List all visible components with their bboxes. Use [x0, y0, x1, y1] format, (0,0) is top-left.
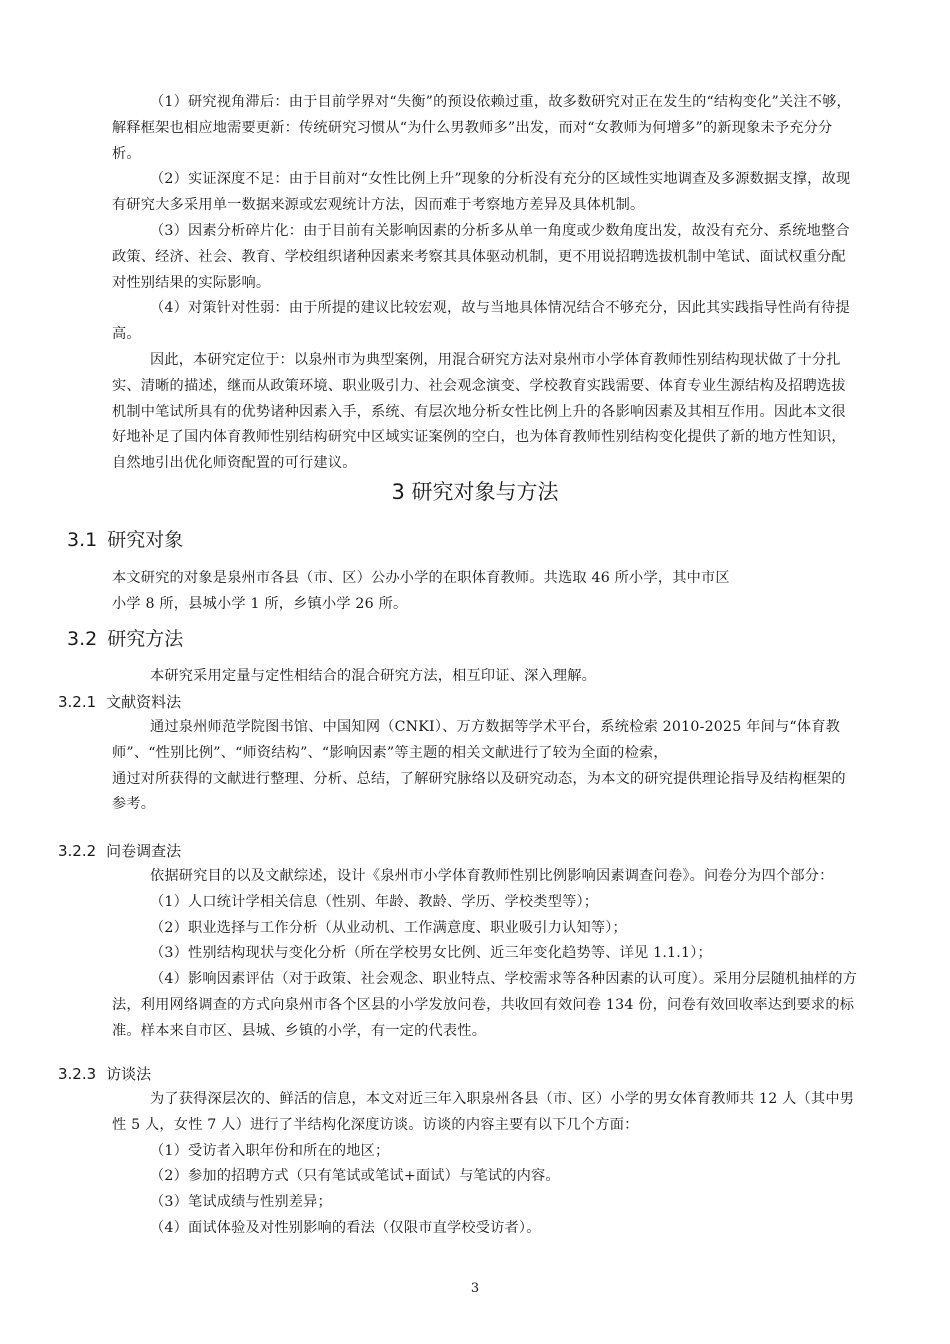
section-3-1-body: [112, 566, 860, 618]
questionnaire-item: （2）职业选择与工作分析（从业动机、工作满意度、职业吸引力认知等）；: [150, 919, 627, 936]
section-3-2-2-title: 问卷调查法: [106, 842, 182, 860]
intro-block: [112, 90, 860, 477]
literature-paragraph-1: 通过泉州师范学院图书馆、中国知网（CNKI）、万方数据等学术平台，系统检索 2010-2025 年间与“体育教师”、“性别比例”、“师资结构”、“影响因素”等主题的相关文献进行了较为全面的检索，: [112, 719, 840, 761]
section-3-2-1-number: 3.2.1: [58, 693, 97, 711]
section-3-2-intro: 本研究采用定量与定性相结合的混合研究方法，相互印证、深入理解。: [150, 668, 597, 684]
section-3-1-line-2: 小学 8 所，县城小学 1 所，乡镇小学 26 所。: [112, 595, 408, 612]
questionnaire-item-4: （4）影响因素评估（对于政策、社会观念、职业特点、学校需求等各种因素的认可度）。采用分层随机抽样的方法，利用网络调查的方式向泉州市各个区县的小学发放问卷，共收回有效问卷 134 份，问卷有效回收率达到要求的标准。样本来自市区、县城、乡镇的小学，有一定的代表性。: [112, 971, 858, 1039]
intro-paragraph-2: （2）实证深度不足：由于目前对“女性比例上升”现象的分析没有充分的区域性实地调查及多源数据支撑，故现有研究大多采用单一数据来源或宏观统计方法，因而难于考察地方差异及具体机制。: [112, 171, 851, 214]
section-3-2-1-body: [112, 715, 860, 818]
interview-item: （4）面试体验及对性别影响的看法（仅限市直学校受访者）。: [150, 1219, 541, 1236]
interview-item: （3）笔试成绩与性别差异；: [150, 1194, 332, 1211]
questionnaire-item: （3）性别结构现状与变化分析（所在学校男女比例、近三年变化趋势等、详见 1.1.1）；: [150, 945, 712, 962]
section-3-2-title: 研究方法: [107, 628, 184, 650]
intro-paragraph-1: （1）研究视角滞后：由于目前学界对“失衡”的预设依赖过重，故多数研究对正在发生的“结构变化”关注不够，解释框架也相应地需要更新：传统研究习惯从“为什么男教师多”出发，而对“女教师为何增多”的新现象未予充分分析。: [112, 94, 851, 162]
intro-paragraph-4: （4）对策针对性弱：由于所提的建议比较宏观，故与当地具体情况结合不够充分，因此其实践指导性尚有待提高。: [112, 300, 850, 343]
interview-item: （2）参加的招聘方式（只有笔试或笔试+面试）与笔试的内容。: [150, 1168, 560, 1185]
questionnaire-intro: 依据研究目的以及文献综述，设计《泉州市小学体育教师性别比例影响因素调查问卷》。问卷分为四个部分：: [150, 868, 834, 884]
section-3-2-1-title: 文献资料法: [106, 693, 182, 711]
section-3-2-number: 3.2: [67, 628, 98, 650]
section-3-2-1-heading: [58, 691, 181, 713]
section-3-1-title: 研究对象: [107, 529, 184, 551]
section-3-1-number: 3.1: [67, 529, 98, 551]
section-3-2-intro-block: [112, 664, 860, 690]
section-3-2-2-body: [112, 864, 860, 1045]
literature-paragraph-2: 通过对所获得的文献进行整理、分析、总结，了解研究脉络以及研究动态，为本文的研究提供理论指导及结构框架的参考。: [112, 770, 846, 813]
section-3-2-3-body: [112, 1087, 860, 1242]
section-3-2-3-number: 3.2.3: [58, 1065, 97, 1083]
section-3-2-3-heading: [58, 1063, 151, 1085]
intro-paragraph-5: 因此，本研究定位于：以泉州市为典型案例，用混合研究方法对泉州市小学体育教师性别结构现状做了十分扎实、清晰的描述，继而从政策环境、职业吸引力、社会观念演变、学校教育实践需要、体育专业生源结构及招聘选拔机制中笔试所具有的优势诸种因素入手，系统、有层次地分析女性比例上升的各影响因素及其相互作用。因此本文很好地补足了国内体育教师性别结构研究中区域实证案例的空白，也为体育教师性别结构变化提供了新的地方性知识，自然地引出优化师资配置的可行建议。: [112, 351, 846, 472]
intro-paragraph-3: （3）因素分析碎片化：由于目前有关影响因素的分析多从单一角度或少数角度出发，故没有充分、系统地整合政策、经济、社会、教育、学校组织诸种因素来考察其具体驱动机制，更不用说招聘选拔机制中笔试、面试权重分配对性别结果的实际影响。: [112, 222, 850, 291]
interview-intro: 为了获得深层次的、鲜活的信息，本文对近三年入职泉州各县（市、区）小学的男女体育教师共 12 人（其中男性 5 人，女性 7 人）进行了半结构化深度访谈。访谈的内容主要有以下几个方面：: [112, 1091, 855, 1133]
interview-item: （1）受访者入职年份和所在的地区；: [150, 1142, 390, 1159]
section-3-2-2-number: 3.2.2: [58, 842, 97, 860]
section-3-heading: 3 研究对象与方法: [391, 480, 559, 504]
section-3-2-3-title: 访谈法: [106, 1065, 152, 1083]
section-3-2-heading: [67, 626, 183, 652]
page-number: 3: [470, 1281, 480, 1296]
section-3-2-2-heading: [58, 840, 181, 862]
section-3-1-line-1: 本文研究的对象是泉州市各县（市、区）公办小学的在职体育教师。共选取 46 所小学，其中市区: [112, 570, 730, 586]
section-3-1-heading: [67, 527, 183, 553]
questionnaire-item: （1）人口统计学相关信息（性别、年龄、教龄、学历、学校类型等）；: [150, 893, 599, 910]
